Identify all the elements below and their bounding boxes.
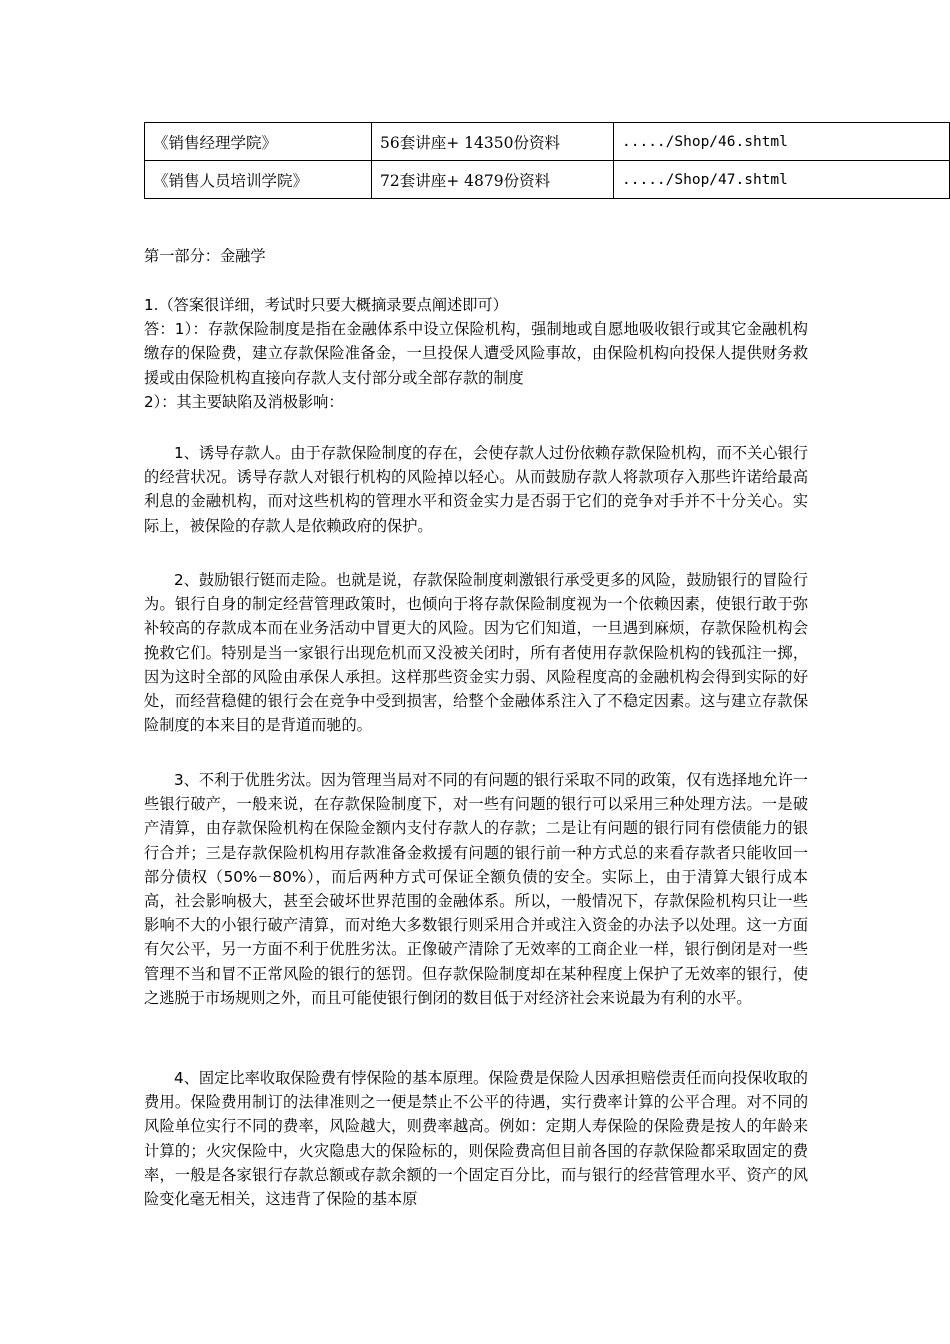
table-row [145, 123, 950, 161]
table-cell-link[interactable]: ...../Shop/47.shtml [614, 161, 950, 199]
answer-definition: 答：1）：存款保险制度是指在金融体系中设立保险机构，强制地或自愿地吸收银行或其它金融机构缴存的保险费，建立存款保险准备金，一旦投保人遭受风险事故，由保险机构向投保人提供财务救援或由保险机构直接向存款人支付部分或全部存款的制度 [144, 320, 808, 387]
table-row [145, 161, 950, 199]
paragraph-2: 2、鼓励银行铤而走险。也就是说，存款保险制度刺激银行承受更多的风险，鼓励银行的冒险行为。银行自身的制定经营管理政策时，也倾向于将存款保险制度视为一个依赖因素，使银行敢于弥补较高的存款成本而在业务活动中冒更大的风险。因为它们知道，一旦遇到麻烦，存款保险机构会挽救它们。特别是当一家银行出现危机而又没被关闭时，所有者使用存款保险机构的钱孤注一掷，因为这时全部的风险由承保人承担。这样那些资金实力弱、风险程度高的金融机构会得到实际的好处，而经营稳健的银行会在竞争中受到损害，给整个金融体系注入了不稳定因素。这与建立存款保险制度的本来目的是背道而驰的。 [144, 571, 808, 735]
table-cell-count: 72套讲座+ 4879份资料 [372, 161, 614, 199]
table-cell-name: 《销售经理学院》 [145, 123, 372, 161]
answer-intro [144, 293, 808, 414]
table-cell-count: 56套讲座+ 14350份资料 [372, 123, 614, 161]
paragraph-3: 3、不利于优胜劣汰。因为管理当局对不同的有问题的银行采取不同的政策，仅有选择地允许一些银行破产，一般来说，在存款保险制度下，对一些有问题的银行可以采用三种处理方法。一是破产清算，由存款保险机构在保险金额内支付存款人的存款；二是让有问题的银行同有偿债能力的银行合并；三是存款保险机构用存款准备金救援有问题的银行前一种方式总的来看存款者只能收回一部分债权（50%－80%），而后两种方式可保证全额负债的安全。实际上，由于清算大银行成本高，社会影响极大，甚至会破坏世界范围的金融体系。所以，一般情况下，存款保险机构只让一些影响不大的小银行破产清算，而对绝大多数银行则采用合并或注入资金的办法予以处理。这一方面有欠公平，另一方面不利于优胜劣汰。正像破产清除了无效率的工商企业一样，银行倒闭是对一些管理不当和冒不正常风险的银行的惩罚。但存款保险制度却在某种程度上保护了无效率的银行，使之逃脱于市场规则之外，而且可能使银行倒闭的数目低于对经济社会来说最为有利的水平。 [144, 771, 808, 1007]
question-line: 1.（答案很详细，考试时只要大概摘录要点阐述即可） [144, 296, 508, 314]
table-cell-link[interactable]: ...../Shop/46.shtml [614, 123, 950, 161]
paragraph-4: 4、固定比率收取保险费有悖保险的基本原理。保险费是保险人因承担赔偿责任而向投保收取的费用。保险费用制订的法律准则之一便是禁止不公平的待遇，实行费率计算的公平合理。对不同的风险单位实行不同的费率，风险越大，则费率越高。例如：定期人寿保险的保险费是按人的年龄来计算的；火灾保险中，火灾隐患大的保险标的，则保险费高但目前各国的存款保险都采取固定的费率，一般是各家银行存款总额或存款余额的一个固定百分比，而与银行的经营管理水平、资产的风险变化毫无相关，这违背了保险的基本原 [144, 1069, 808, 1209]
paragraph-1: 1、诱导存款人。由于存款保险制度的存在，会使存款人过份依赖存款保险机构，而不关心银行的经营状况。诱导存款人对银行机构的风险掉以轻心。从而鼓励存款人将款项存入那些许诺给最高利息的金融机构，而对这些机构的管理水平和资金实力是否弱于它们的竞争对手并不十分关心。实际上，被保险的存款人是依赖政府的保护。 [144, 444, 808, 535]
resource-table [144, 122, 950, 199]
answer-subheading: 2）：其主要缺陷及消极影响： [144, 392, 344, 411]
section-heading: 第一部分：金融学 [144, 247, 266, 265]
table-cell-name: 《销售人员培训学院》 [145, 161, 372, 199]
